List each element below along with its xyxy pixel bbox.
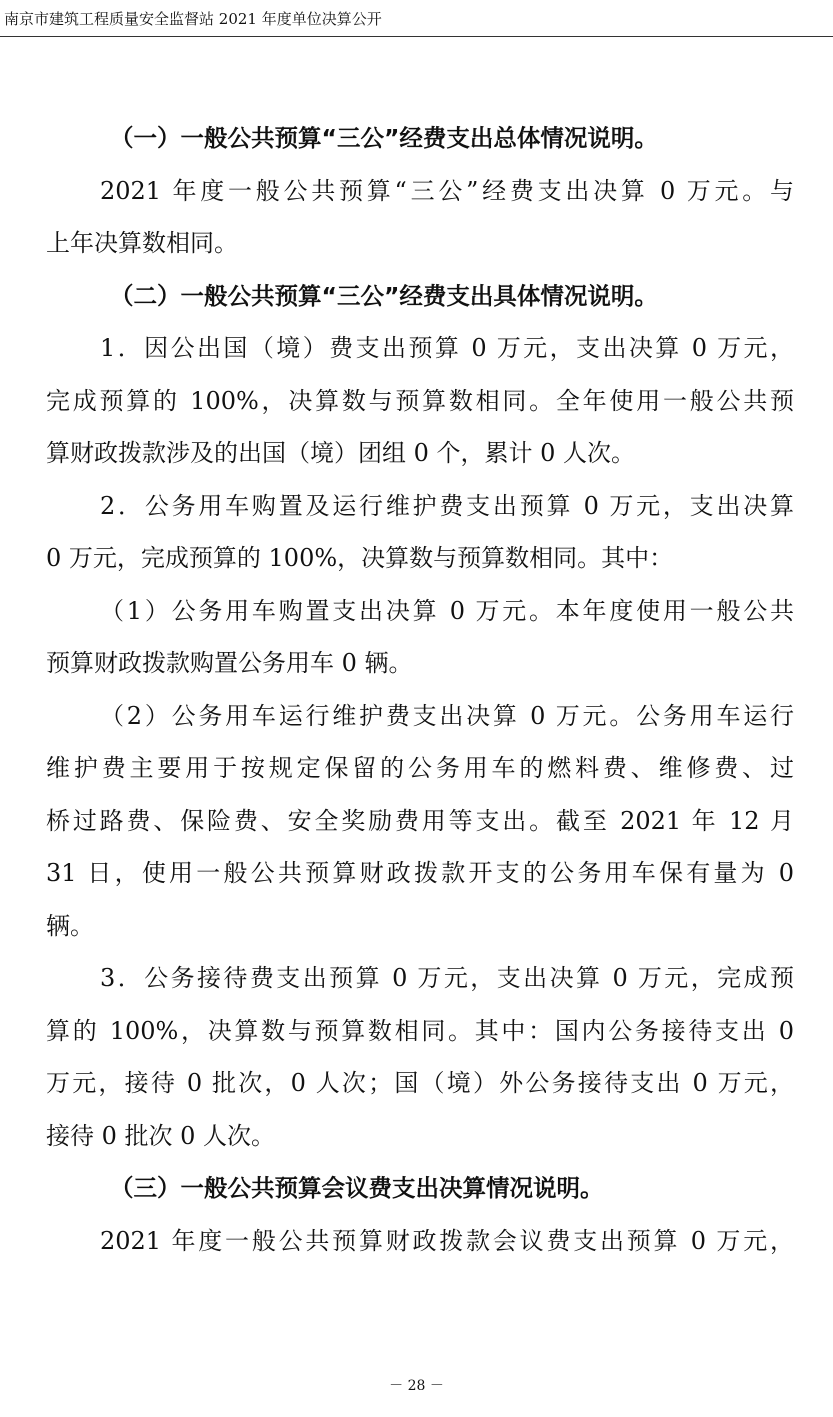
header-title: 南京市建筑工程质量安全监督站 2021 年度单位决算公开 xyxy=(4,10,382,28)
paragraph-line: 2021 年度一般公共预算财政拨款会议费支出预算 0 万元， xyxy=(100,1226,794,1255)
paragraph-line: （2）公务用车运行维护费支出决算 0 万元。公务用车运行 xyxy=(100,701,794,730)
paragraph-line: 接待 0 批次 0 人次。 xyxy=(46,1121,276,1150)
paragraph-line: 算财政拨款涉及的出国（境）团组 0 个，累计 0 人次。 xyxy=(46,439,636,467)
document-body xyxy=(46,112,794,1267)
paragraph-line: 31 日，使用一般公共预算财政拨款开支的公务用车保有量为 0 xyxy=(46,859,794,887)
page-number: － 28 － xyxy=(389,1378,444,1394)
paragraph-line: 万元，接待 0 批次，0 人次；国（境）外公务接待支出 0 万元， xyxy=(46,1069,794,1097)
paragraph-line: 2．公务用车购置及运行维护费支出预算 0 万元，支出决算 xyxy=(100,491,794,520)
paragraph-line: （1）公务用车购置支出决算 0 万元。本年度使用一般公共 xyxy=(100,596,794,625)
paragraph-line: 维护费主要用于按规定保留的公务用车的燃料费、维修费、过 xyxy=(46,754,794,782)
section-heading: （三）一般公共预算会议费支出决算情况说明。 xyxy=(110,1174,604,1202)
section-heading: （一）一般公共预算“三公”经费支出总体情况说明。 xyxy=(110,124,658,152)
paragraph-line: 桥过路费、保险费、安全奖励费用等支出。截至 2021 年 12 月 xyxy=(46,806,794,835)
paragraph-line: 1．因公出国（境）费支出预算 0 万元，支出决算 0 万元， xyxy=(100,334,794,362)
paragraph-line: 完成预算的 100%，决算数与预算数相同。全年使用一般公共预 xyxy=(46,386,794,415)
page-header xyxy=(0,0,833,37)
paragraph-line: 上年决算数相同。 xyxy=(46,229,238,257)
paragraph-line: 0 万元，完成预算的 100%，决算数与预算数相同。其中： xyxy=(46,544,674,572)
paragraph-line: 预算财政拨款购置公务用车 0 辆。 xyxy=(46,649,413,677)
paragraph-line: 辆。 xyxy=(46,911,94,940)
paragraph-line: 3．公务接待费支出预算 0 万元，支出决算 0 万元，完成预 xyxy=(100,964,794,992)
paragraph-line: 算的 100%，决算数与预算数相同。其中：国内公务接待支出 0 xyxy=(46,1016,794,1045)
section-heading: （二）一般公共预算“三公”经费支出具体情况说明。 xyxy=(110,281,658,310)
paragraph-line: 2021 年度一般公共预算“三公”经费支出决算 0 万元。与 xyxy=(100,176,794,205)
